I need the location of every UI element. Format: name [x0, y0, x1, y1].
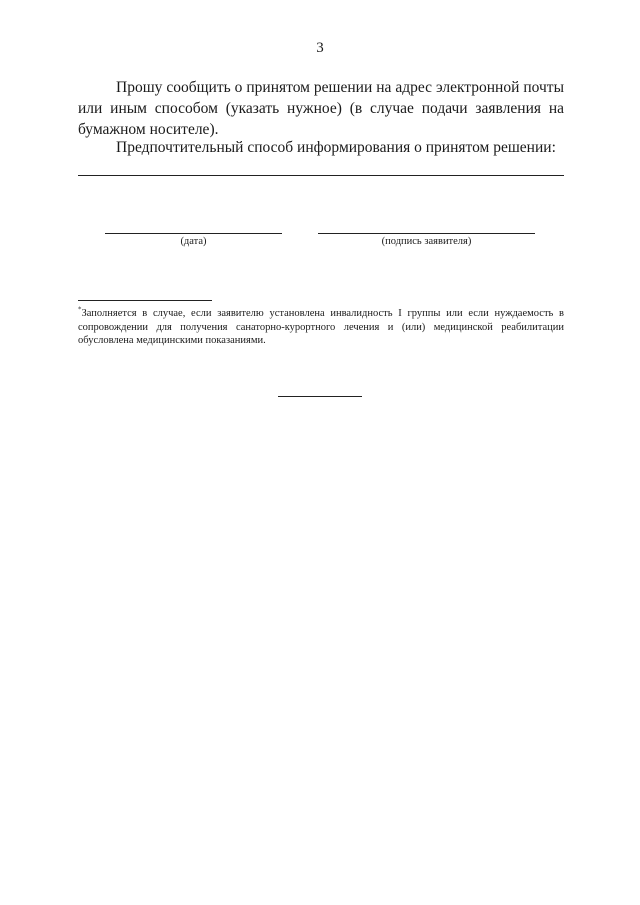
preferred-method-fill-line[interactable] — [78, 175, 564, 176]
signature-fill-line[interactable] — [318, 233, 535, 234]
preferred-method-paragraph: Предпочтительный способ информирования о принятом решении: — [116, 139, 556, 156]
footnote-marker: * — [78, 305, 82, 314]
document-end-line — [278, 396, 362, 397]
footnote — [78, 307, 564, 348]
page-number: 3 — [316, 40, 324, 56]
date-fill-line[interactable] — [105, 233, 282, 234]
signature-caption: (подпись заявителя) — [381, 236, 472, 247]
footnote-text: Заполняется в случае, если заявителю установлена инвалидность I группы или если нуждаемость в сопровождении для получения санаторно-курортного лечения и (или) медицинской реабилитации обусловлена медицинскими показаниями. — [78, 308, 564, 346]
notification-request-paragraph: Прошу сообщить о принятом решении на адрес электронной почты или иным способом (указать нужное) (в случае подачи заявления на бумажном носителе). — [78, 79, 564, 138]
date-caption: (дата) — [180, 236, 207, 247]
footnote-separator — [78, 300, 212, 301]
